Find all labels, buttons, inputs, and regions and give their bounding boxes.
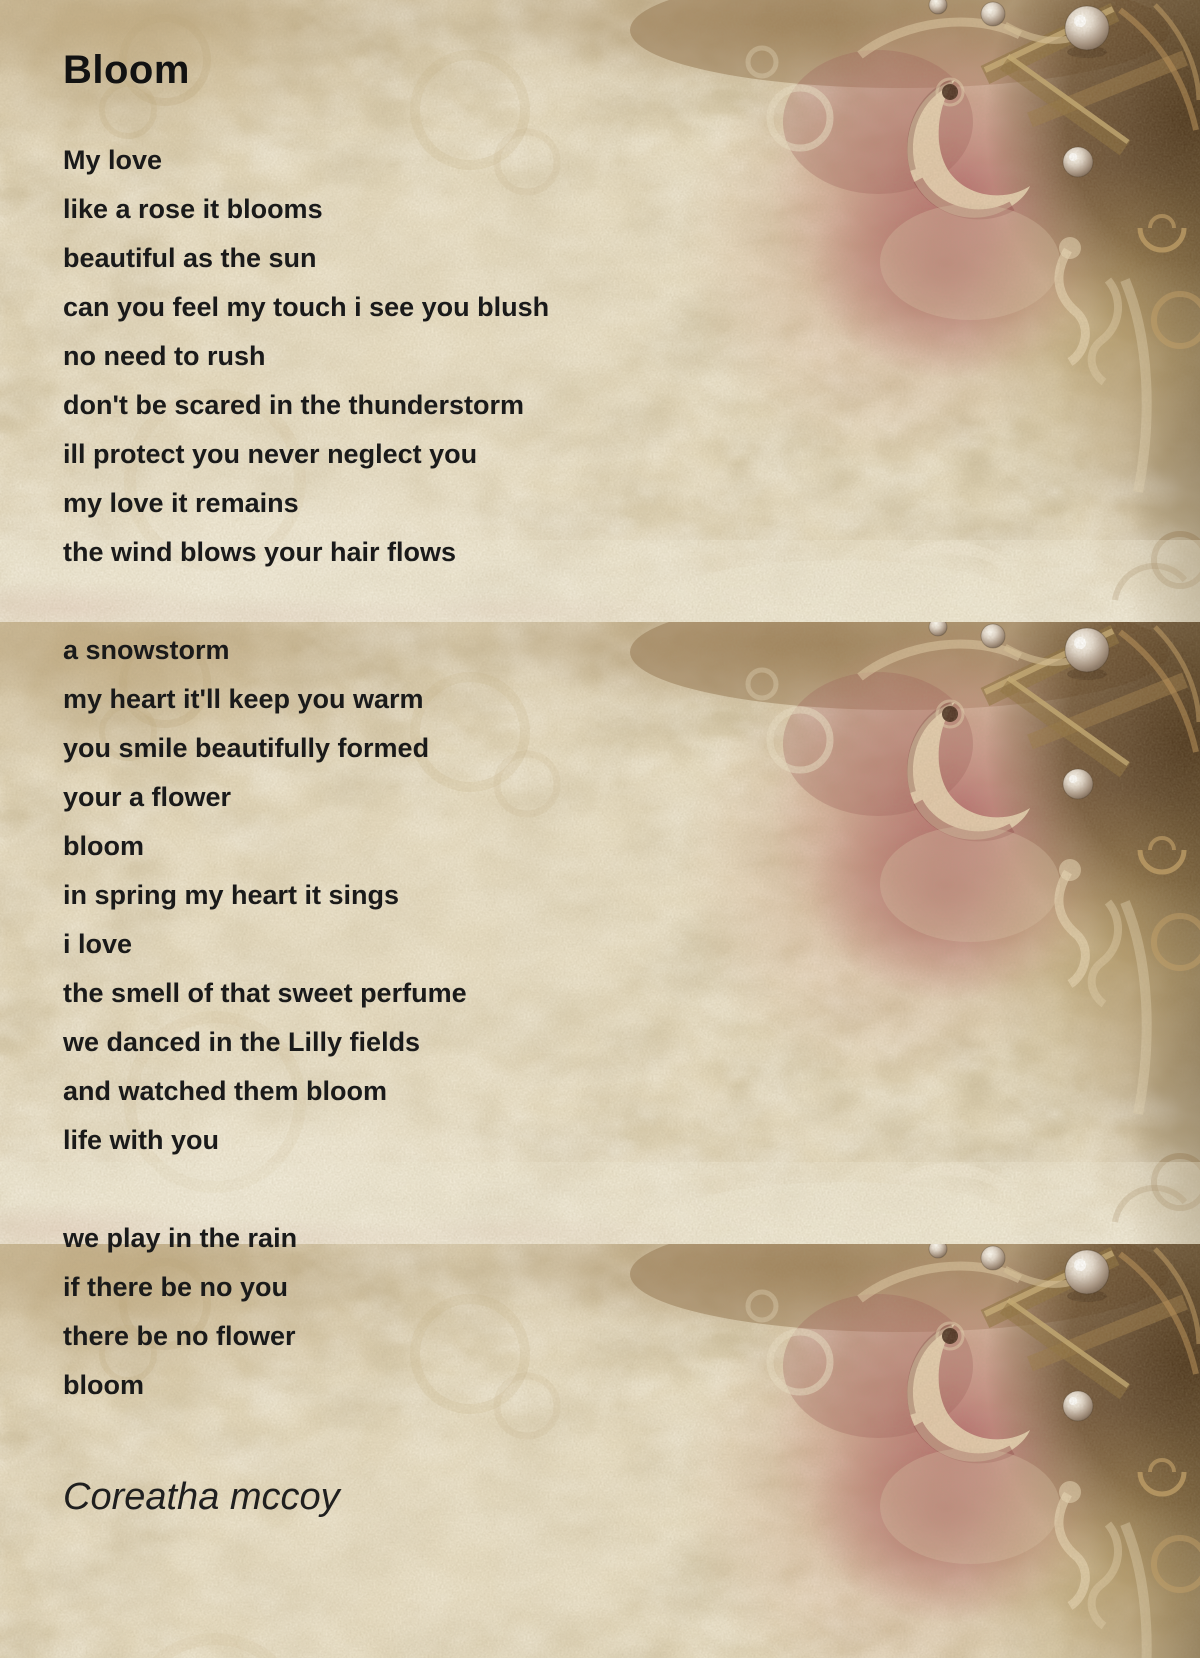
poem-line: no need to rush <box>63 341 266 371</box>
poem-body <box>63 136 1163 1410</box>
poem-line: like a rose it blooms <box>63 194 323 224</box>
poem-line: bloom <box>63 1370 144 1400</box>
poem-line: my heart it'll keep you warm <box>63 684 424 714</box>
poem-line: a snowstorm <box>63 635 230 665</box>
poem-title: Bloom <box>63 48 190 92</box>
poem-line: My love <box>63 145 163 175</box>
poem-content <box>63 0 1163 1520</box>
poem-line: we danced in the Lilly fields <box>63 1027 421 1057</box>
poem-line: beautiful as the sun <box>63 243 317 273</box>
poem-line: the wind blows your hair flows <box>63 537 457 567</box>
poem-line: we play in the rain <box>63 1223 298 1253</box>
poem-line: don't be scared in the thunderstorm <box>63 390 524 420</box>
poem-line: you smile beautifully formed <box>63 733 430 763</box>
poem-line: i love <box>63 929 133 959</box>
poem-line: and watched them bloom <box>63 1076 388 1106</box>
poem-stanza <box>63 626 1163 1165</box>
poem-line: ill protect you never neglect you <box>63 439 478 469</box>
poem-stanza <box>63 136 1163 577</box>
poem-line: life with you <box>63 1125 220 1155</box>
poem-line: can you feel my touch i see you blush <box>63 292 550 322</box>
poem-line: bloom <box>63 831 144 861</box>
poem-line: my love it remains <box>63 488 299 518</box>
poem-line: in spring my heart it sings <box>63 880 400 910</box>
poem-stanza <box>63 1214 1163 1410</box>
poem-line: if there be no you <box>63 1272 289 1302</box>
poem-line: there be no flower <box>63 1321 296 1351</box>
poem-author-signature: Coreatha mccoy <box>63 1476 340 1518</box>
poem-line: your a flower <box>63 782 232 812</box>
poem-line: the smell of that sweet perfume <box>63 978 467 1008</box>
